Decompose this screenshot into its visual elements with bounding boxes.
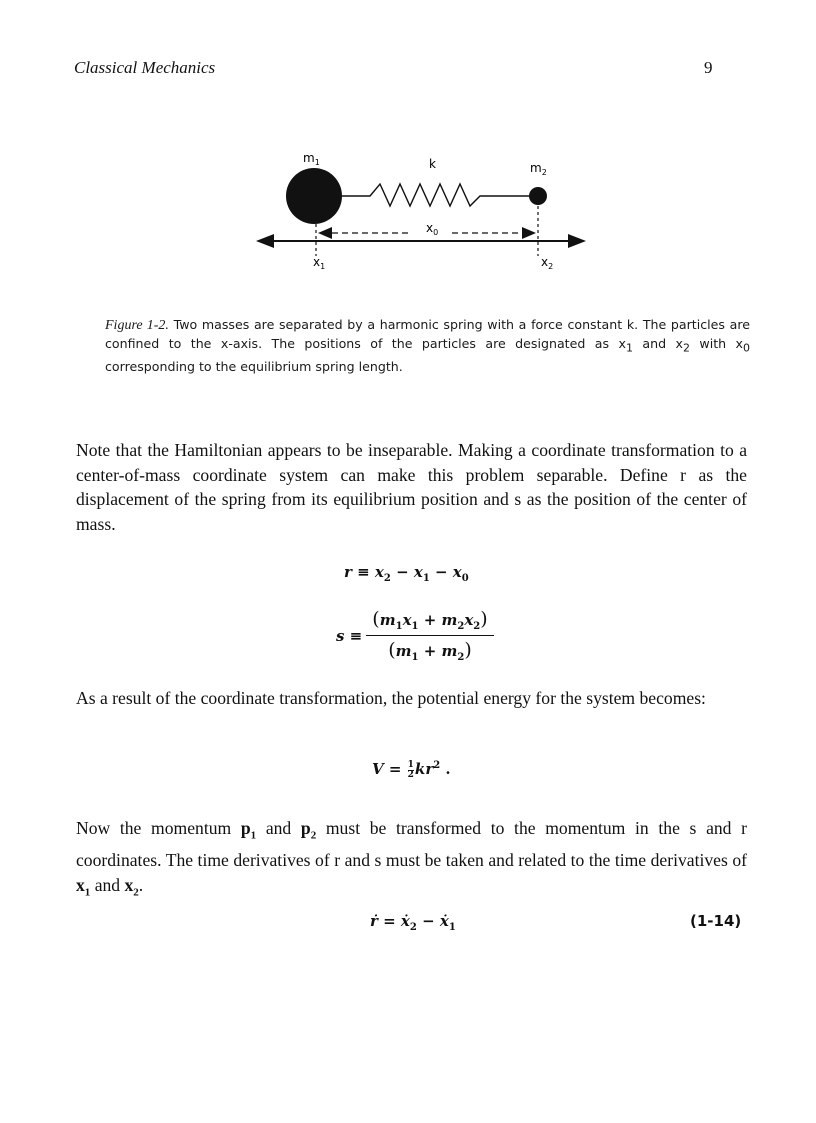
mass-m1	[286, 168, 342, 224]
equation-s-lhs: s ≡	[336, 627, 363, 645]
equation-potential: V = $\frac{1}{2}$ $kr^2$ .	[372, 759, 451, 780]
paragraph-potential-energy: As a result of the coordinate transformation, the potential energy for the system becomes:	[76, 688, 706, 708]
figure-caption: Figure 1-2. Two masses are separated by a harmonic spring with a force constant k. The particles are confined to the x-axis. The positions of the particles are designated as $x_1$ and $x_2$ with $x_0$ corresponding to the equilibrium spring length.	[105, 317, 750, 374]
s-denominator: $(m_1 + m_2)$	[388, 639, 472, 663]
equation-r-definition: $r \equiv x_2 - x_1 - x_0$	[344, 563, 469, 584]
spring	[342, 184, 530, 206]
page-number: 9	[704, 58, 713, 77]
label-m1: $m_1$	[303, 151, 320, 167]
caption-label: Figure 1-2.	[105, 318, 169, 333]
x0-arrow-left	[318, 227, 332, 239]
paragraph-momentum: Now the momentum $p_1$ and $p_2$ must be transformed to the momentum in the s and r coordinates. The time derivatives of r and s must be taken and related to the time derivatives of $x_1$ and $x_2$.	[76, 818, 747, 899]
label-x0: $x_0$	[426, 221, 439, 237]
paragraph-coordinate-transformation: Note that the Hamiltonian appears to be inseparable. Making a coordinate transformation to a center-of-mass coordinate system can make this problem separable. Define r as the displacement of the spring from its equilibrium position and s as the position of the center of mass.	[76, 440, 747, 534]
s-numerator: $(m_1x_1 + m_2x_2)$	[366, 608, 494, 636]
mass-m2	[529, 187, 547, 205]
label-x2: $x_2$	[541, 255, 554, 271]
equation-r-dot: ṙ = ẋ$_2$ − ẋ$_1$	[370, 912, 456, 933]
one-half: $\frac{1}{2}$	[407, 759, 414, 780]
label-k: k	[429, 157, 436, 171]
running-title: Classical Mechanics	[74, 58, 216, 77]
x0-arrow-right	[522, 227, 536, 239]
spring-mass-figure	[240, 140, 600, 280]
equation-s-fraction	[366, 608, 494, 663]
equation-number: (1-14)	[690, 912, 742, 930]
x-axis-arrow-right	[568, 234, 586, 248]
label-m2: $m_2$	[530, 161, 547, 177]
x-axis-arrow-left	[256, 234, 274, 248]
label-x1: $x_1$	[313, 255, 326, 271]
